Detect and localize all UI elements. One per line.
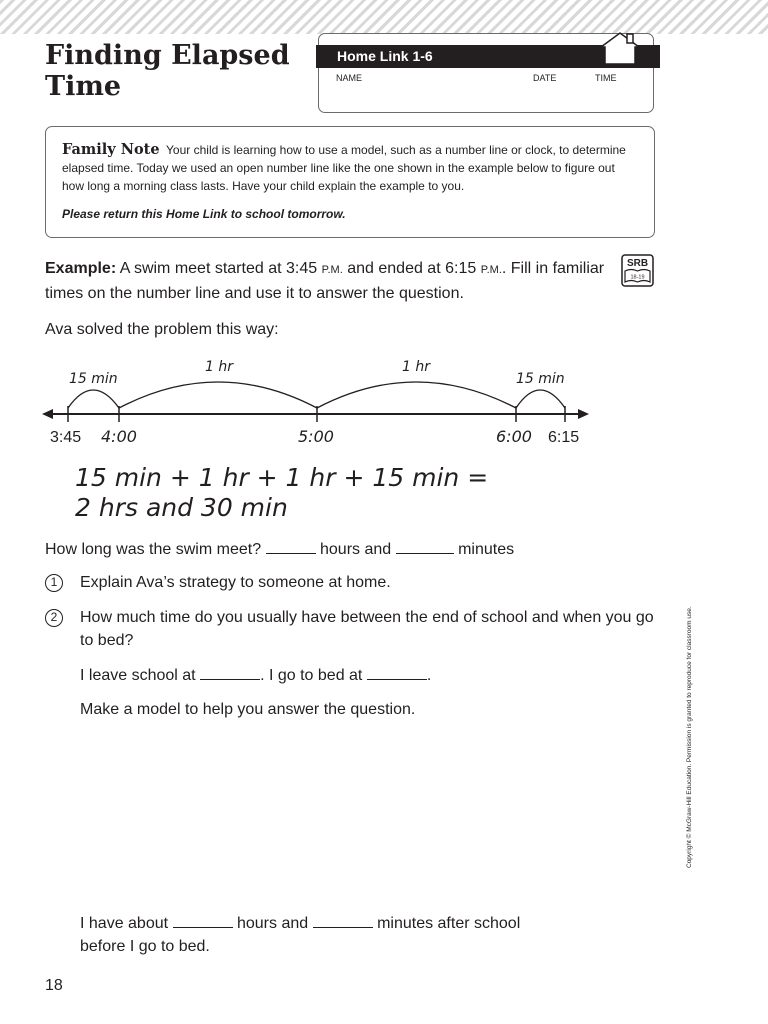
hop-label-3: 1 hr: [402, 359, 430, 375]
home-link-title: Home Link 1-6: [337, 48, 433, 64]
hop-label-1: 15 min: [69, 371, 118, 387]
hop-arc-1: [68, 390, 119, 408]
hop-arc-3: [317, 382, 516, 408]
time-field-label: TIME: [595, 73, 617, 83]
family-note-body: Your child is learning how to use a model, such as a number line or clock, to determine elapsed time. Today we used an open number line like the one shown in the example below to figure out how long a morning class lasts. Have your child explain the example to you.: [62, 143, 626, 193]
page-number: 18: [45, 977, 63, 994]
about-text-d: before I go to bed.: [80, 938, 210, 955]
tick-label-5-00: 5:00: [298, 427, 334, 446]
hop-arc-4: [516, 390, 565, 408]
return-note: Please return this Home Link to school tomorrow.: [62, 207, 346, 221]
handwritten-line-2: 2 hrs and 30 min: [75, 493, 288, 522]
model-prompt: Make a model to help you answer the question.: [80, 701, 416, 718]
hours-answer-blank[interactable]: [266, 553, 316, 554]
pm-label-1: P.M.: [321, 264, 343, 276]
right-arrow-icon: [578, 409, 589, 419]
example-text-a: A swim meet started at 3:45: [119, 260, 322, 277]
leave-text-a: I leave school at: [80, 667, 196, 684]
handwritten-solution: [75, 463, 488, 523]
about-line: [80, 912, 660, 958]
leave-text-b: . I go to bed at: [260, 667, 363, 684]
question-text-c: minutes: [458, 541, 515, 558]
home-icon: [598, 30, 642, 66]
tick-label-3-45: 3:45: [50, 429, 82, 446]
swim-meet-question: [45, 538, 514, 562]
page-title: [45, 40, 290, 102]
hop-label-2: 1 hr: [205, 359, 233, 375]
minutes-answer-blank[interactable]: [396, 553, 454, 554]
about-minutes-blank[interactable]: [313, 927, 373, 928]
srb-label: SRB: [626, 258, 649, 269]
leave-text-c: .: [426, 667, 432, 684]
example-paragraph: [45, 257, 605, 306]
srb-pages: 18-19: [630, 274, 645, 281]
leave-time-blank[interactable]: [200, 679, 260, 680]
item-number-2: 2: [45, 609, 63, 627]
family-note-text: [62, 141, 637, 195]
open-number-line: [40, 352, 600, 450]
tick-label-6-15: 6:15: [548, 429, 580, 446]
title-line-1: Finding Elapsed: [45, 40, 290, 71]
item-1-text: Explain Ava’s strategy to someone at home.: [80, 574, 391, 591]
leave-school-line: [80, 664, 660, 687]
about-text-c: minutes after school: [377, 915, 521, 932]
about-hours-blank[interactable]: [173, 927, 233, 928]
about-text-b: hours and: [236, 915, 309, 932]
tick-label-4-00: 4:00: [101, 427, 137, 446]
question-text-a: How long was the swim meet?: [45, 541, 262, 558]
example-text-c: . Fill in familiar times on the number line and use it to answer the question.: [45, 260, 605, 302]
name-field-label: NAME: [336, 73, 363, 83]
hop-arc-2: [119, 382, 317, 408]
ava-solution-line: Ava solved the problem this way:: [45, 321, 279, 338]
left-arrow-icon: [42, 409, 53, 419]
bed-time-blank[interactable]: [367, 679, 427, 680]
item-number-1: 1: [45, 574, 63, 592]
header-stripe-pattern: [0, 0, 768, 34]
pm-label-2: P.M.: [480, 264, 502, 276]
title-line-2: Time: [45, 71, 122, 102]
item-2-text: How much time do you usually have between the end of school and when you go to bed?: [80, 609, 654, 649]
date-field-label: DATE: [533, 73, 557, 83]
question-text-b: hours and: [320, 541, 392, 558]
tick-label-6-00: 6:00: [496, 427, 532, 446]
example-text-b: and ended at 6:15: [342, 260, 481, 277]
srb-book-icon: [620, 253, 656, 289]
copyright-notice: Copyright © McGraw-Hill Education. Permission is granted to reproduce for classroom use.: [686, 606, 693, 868]
hop-label-4: 15 min: [516, 371, 565, 387]
example-label: Example:: [45, 260, 117, 277]
about-text-a: I have about: [80, 915, 169, 932]
handwritten-line-1: 15 min + 1 hr + 1 hr + 15 min =: [75, 463, 489, 492]
family-note-heading: Family Note: [62, 141, 160, 158]
